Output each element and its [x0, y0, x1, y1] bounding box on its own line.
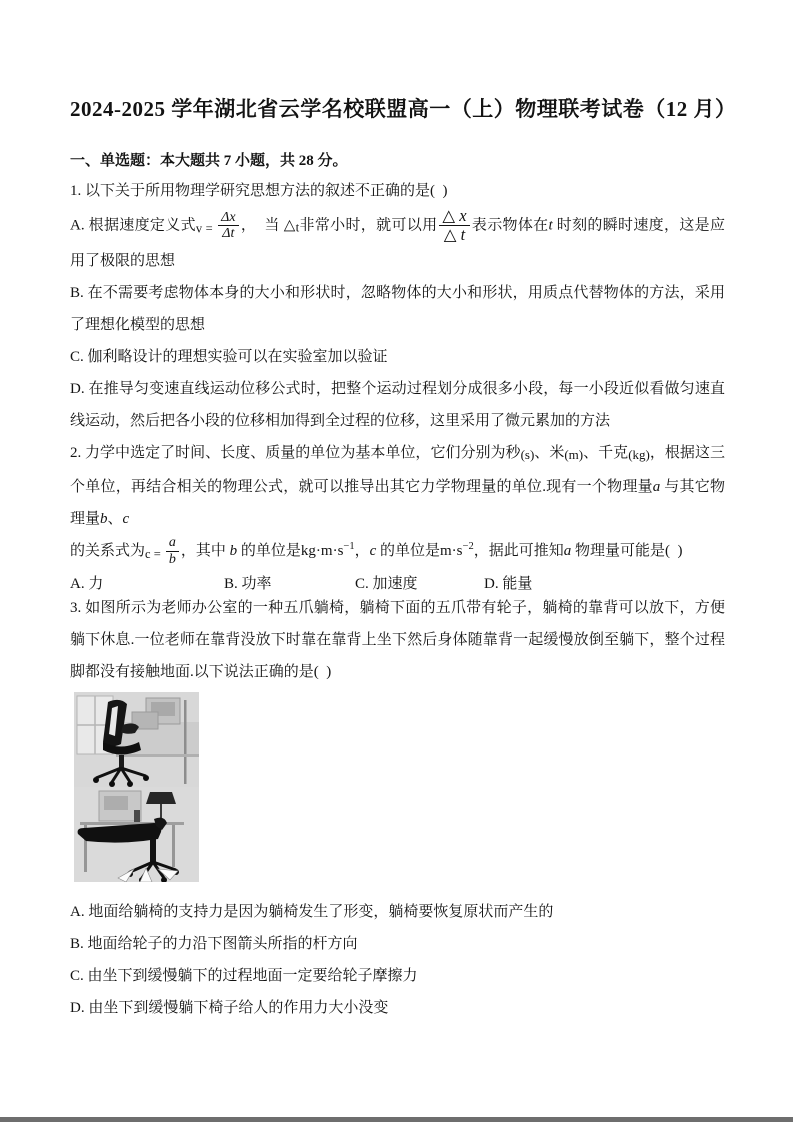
q2rel-text-p3: 的单位是kg·m·s: [237, 542, 344, 559]
q2-var-a: a: [652, 478, 661, 495]
q2rel-var-b: b: [229, 542, 238, 559]
q2-unit-s: (s): [520, 446, 535, 462]
q2-text-p3: 、千克: [583, 444, 629, 461]
q2-text-p6: 、: [107, 510, 123, 527]
q3-option-b: B. 地面给轮子的力沿下图箭头所指的杆方向: [70, 935, 358, 952]
q1a-text-pre: A. 根据速度定义式: [70, 217, 196, 234]
q3-stem: 3. 如图所示为老师办公室的一种五爪躺椅，躺椅下面的五爪带有轮子，躺椅的靠背可以放下，方便躺下休息.一位老师在靠背没放下时靠在靠背上坐下然后身体随靠背一起缓慢放倒至躺下，整个过程脚都没有接触地面.以下说法正确的是( ): [70, 599, 725, 680]
q1a-frac1-num: Δx: [218, 210, 238, 227]
q2rel-equals: =: [150, 546, 164, 561]
section-header: 一、单选题：本大题共 7 小题，共 28 分。: [70, 153, 348, 169]
q3-option-a: A. 地面给躺椅的支持力是因为躺椅发生了形变，躺椅要恢复原状而产生的: [70, 903, 554, 920]
q2-unit-m: (m): [564, 446, 584, 462]
delta-x-over-delta-t-fraction: [439, 207, 469, 245]
q2rel-frac-den: b: [168, 552, 176, 567]
q1a-frac2-den-sym: △: [443, 225, 461, 245]
q2-stem: [70, 437, 725, 535]
q2rel-frac-num: a: [166, 535, 179, 552]
q2rel-var-c2: c: [369, 542, 377, 559]
q1a-frac2-num: [439, 207, 469, 226]
q2rel-text-p5: 的单位是m·s: [376, 542, 463, 559]
velocity-definition-fraction: [218, 210, 238, 242]
q2rel-text-p6: ，据此可推知: [473, 542, 564, 559]
q2-option-c: C. 加速度: [355, 575, 418, 592]
page-title: 2024-2025 学年湖北省云学名校联盟高一（上）物理联考试卷（12 月）: [70, 97, 737, 121]
q1a-text-m3: 表示物体在: [471, 217, 549, 234]
q2-text-p2: 、米: [534, 444, 565, 461]
q1a-text-post: 时刻的瞬时速度，这是应用了极限的思想: [70, 217, 725, 269]
q2-option-d: D. 能量: [484, 575, 533, 592]
q2-unit-kg: (kg): [628, 446, 650, 462]
q1-option-b: B. 在不需要考虑物体本身的大小和形状时，忽略物体的大小和形状，用质点代替物体的方法，采用了理想化模型的思想: [70, 284, 725, 333]
exam-page: [70, 0, 737, 1024]
c-equals-a-over-b-fraction: [166, 535, 179, 567]
q1a-frac1-den: Δt: [222, 226, 235, 242]
q1-option-d: D. 在推导匀变速直线运动位移公式时，把整个运动过程划分成很多小段，每一小段近似看做匀速直线运动，然后把各小段的位移相加得到全过程的位移，这里采用了微元累加的方法: [70, 380, 725, 429]
q2-text-p4: ，根据这三个单位，再结合相关的物理公式，就可以推导出其它力学物理量的单位.现有一个物理量: [70, 444, 725, 495]
q1a-frac2-den-var: t: [460, 225, 466, 245]
q2rel-var-c: c: [145, 546, 151, 561]
q2-var-b: b: [100, 510, 108, 527]
q1a-frac2-num-var: x: [459, 206, 467, 225]
q2-option-a: A. 力: [70, 575, 104, 592]
q1-option-a: [70, 207, 725, 277]
q1a-sub-t: t: [295, 219, 300, 235]
q3-option-d: D. 由坐下到缓慢躺下椅子给人的作用力大小没变: [70, 999, 389, 1016]
q2-text-p1: 2. 力学中选定了时间、长度、质量的单位为基本单位，它们分别为秒: [70, 444, 521, 461]
q1a-text-m2: 非常小时，就可以用: [299, 217, 438, 234]
q1a-frac2-den: [439, 226, 469, 244]
q1a-var-v: v: [195, 221, 203, 236]
chair-upright-photo: [74, 692, 199, 787]
q2rel-text-p1: 的关系式为: [70, 542, 146, 559]
q2-relation-line: [70, 535, 725, 570]
q2rel-sup-minus1: −1: [343, 540, 355, 552]
q2rel-text-p2: ，其中: [180, 542, 230, 559]
q1a-var-t: t: [548, 217, 553, 234]
q2rel-sup-minus2: −2: [462, 540, 474, 552]
q1-option-c: C. 伽利略设计的理想实验可以在实验室加以验证: [70, 348, 388, 365]
chair-photos-image: [74, 692, 199, 882]
desk-lamp: [146, 792, 176, 804]
q1a-equals: =: [202, 221, 217, 236]
q2rel-var-a: a: [563, 542, 572, 559]
q2rel-text-p7: 物理量可能是( ): [571, 542, 683, 559]
q1-stem: 1. 以下关于所用物理学研究思想方法的叙述不正确的是( ): [70, 183, 448, 199]
chair-reclined-photo: [74, 787, 199, 882]
q2-option-b: B. 功率: [224, 575, 272, 592]
viewer-bottom-bar: [0, 1117, 793, 1122]
q3-figure: [74, 692, 199, 882]
q2rel-text-p4: ，: [354, 542, 370, 559]
q1a-text-m1: ， 当 △: [240, 217, 296, 234]
q1a-frac2-num-sym: △: [442, 206, 460, 225]
q2-var-c: c: [122, 510, 130, 527]
q2-text-p5: 与其它物理量: [70, 478, 725, 527]
q3-option-c: C. 由坐下到缓慢躺下的过程地面一定要给轮子摩擦力: [70, 967, 418, 984]
